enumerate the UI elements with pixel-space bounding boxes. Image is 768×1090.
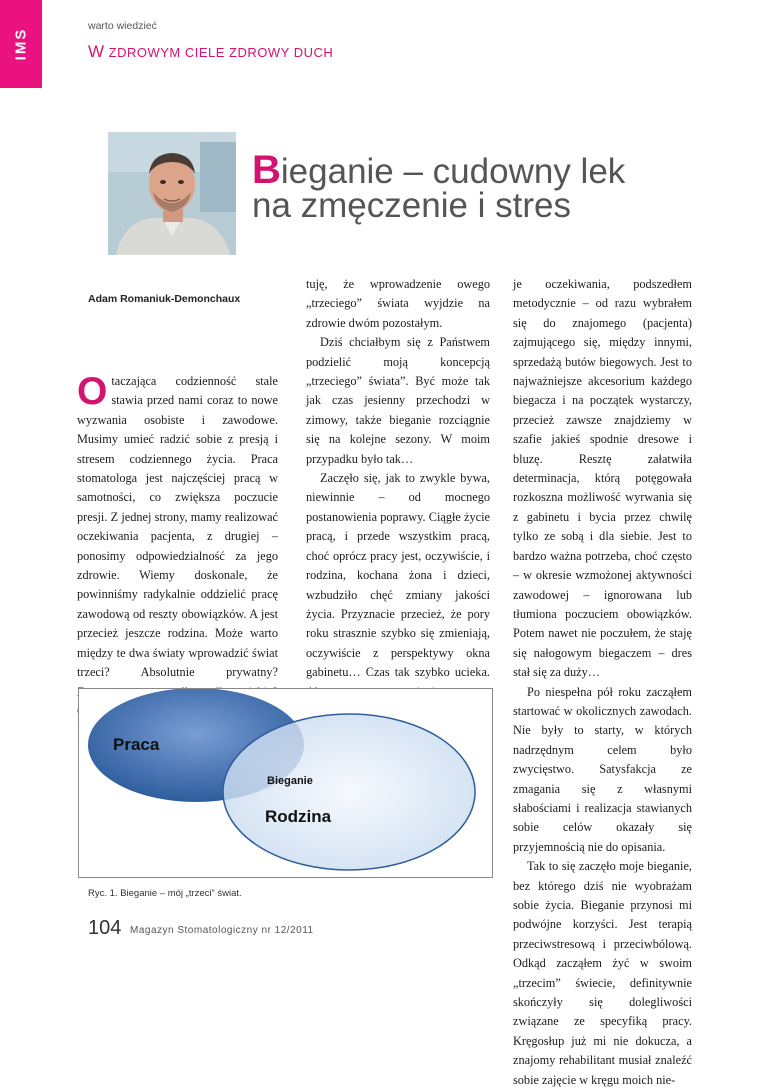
paragraph: tuję, że wprowadzenie owego „trzeciego” świata wyjdzie na zdrowie dwóm pozostałym. — [306, 277, 490, 330]
venn-circle-rodzina — [223, 714, 475, 870]
text-column-1 — [77, 372, 278, 721]
paragraph: je oczekiwania, podszedłem metodycznie – od razu wybrałem się do znajomego (pacjenta) zajmującego się, między innymi, sprzedażą butów biegowych. Jest to najważniejsze akcesorium każdego biegacza i na początek wystarczy, przecież zawsze znajdziemy w szafie jakieś spodnie dresowe i bluzę. Resztę załatwiła determinacja, którą potęgowała rozkoszna możliwość wyrwania się z gabinetu i bycia przez chwilę tylko ze sobą i dla siebie. Jest to bardzo ważna potrzeba, choć często – w okresie wzmożonej aktywności zawodowej – ignorowana lub tłumiona poczuciem obowiązków. Potem nawet nie poczułem, że staję się nałogowym biegaczem – dres stał się za duży… — [513, 277, 692, 680]
paragraph: Po niespełna pół roku zacząłem startować w okolicznych zawodach. Nie były to starty, w których nadrzędnym celem było zwycięstwo. Satysfakcja ze zmagania się z własnymi słabościami i realizacja stawianych sobie celów okazały się przyjemnością nie do opisania. — [513, 684, 692, 854]
author-portrait-image — [108, 132, 236, 255]
article-title-line-2: na zmęczenie i stres — [252, 186, 572, 225]
drop-cap: O — [77, 370, 108, 413]
text-column-2 — [306, 275, 490, 741]
title-first-letter: B — [252, 148, 281, 192]
title-line-1-rest: ieganie – cudowny lek — [280, 152, 626, 191]
section-title — [88, 42, 333, 62]
venn-label-praca: Praca — [113, 735, 160, 754]
venn-diagram-figure — [78, 688, 493, 878]
paragraph: Tak to się zaczęło moje bieganie, bez którego dziś nie wyobrażam sobie życia. Bieganie przynosi mi podwójne korzyści. Jest terapią przeciwstresową i przeciwbólową. Odkąd zacząłem żyć w swoim „trzecim” świecie, definitywnie skończyły się dolegliwości związane ze specyfiką pracy. Kręgosłup już mi nie dokucza, a znajomy rehabilitant musiał znaleźć sobie zajęcie w kręgu moich nie- — [513, 859, 692, 1087]
kicker-label: warto wiedzieć — [88, 20, 157, 32]
magazine-name: Magazyn Stomatologiczny nr 12/2011 — [130, 925, 314, 936]
venn-label-rodzina: Rodzina — [265, 807, 332, 826]
paragraph: Dziś chciałbym się z Państwem podzielić moją koncepcją „trzeciego” świata”. Być może tak jak czas jesienny przechodzi w zimowy, także bieganie rozciągnie się na kolejne sezony. W moim przypadku było tak… — [306, 335, 490, 466]
side-tab-label: IMS — [12, 27, 30, 61]
paragraph: Zaczęło się, jak to zwykle bywa, niewinnie – od mocnego postanowienia poprawy. Ciągłe życie pracą, i przede wszystkim pracą, choć oprócz pracy jest, oczywiście, i rodzina, kochana żona i dzieci, wzbudziło chęć zmiany jakości życia. Przyznacie przecież, że pory roku strasznie szybko się zmieniają, oczywiście z perspektywy okna gabinetu… Czas tak szybko ucieka. — [306, 471, 490, 680]
paragraph-text: taczająca codzienność stale stawia przed nami coraz to nowe wyzwania osobiste i zawodowe. Musimy umieć radzić sobie z presją i stresem codziennego życia. Praca stomatologa jest najczęściej pracą w samotności, co zwiększa poczucie presji. Z jednej strony, mamy realizować oczekiwania pacjenta, z drugiej – ponosimy odpowiedzialność za jego zdrowie. Wiemy doskonale, że powinniśmy radykalnie oddzielić pracę zawodową od reszty obowiązków. A jest przecież jeszcze rodzina. Może warto między te dwa światy wprowadzić świat trzeci? Absolutnie prywatny? — [77, 374, 278, 680]
venn-label-bieganie: Bieganie — [267, 775, 313, 787]
paragraph — [77, 372, 278, 721]
section-title-rest: ZDROWYM CIELE ZDROWY DUCH — [104, 45, 334, 60]
section-title-first-letter: W — [88, 42, 105, 61]
author-name: Adam Romaniuk-Demonchaux — [88, 293, 241, 305]
author-photo — [108, 132, 236, 255]
section-side-tab — [0, 0, 42, 88]
page-number: 104 — [88, 917, 122, 939]
text-column-3 — [513, 275, 692, 1090]
figure-caption: Ryc. 1. Bieganie – mój „trzeci” świat. — [88, 888, 242, 899]
